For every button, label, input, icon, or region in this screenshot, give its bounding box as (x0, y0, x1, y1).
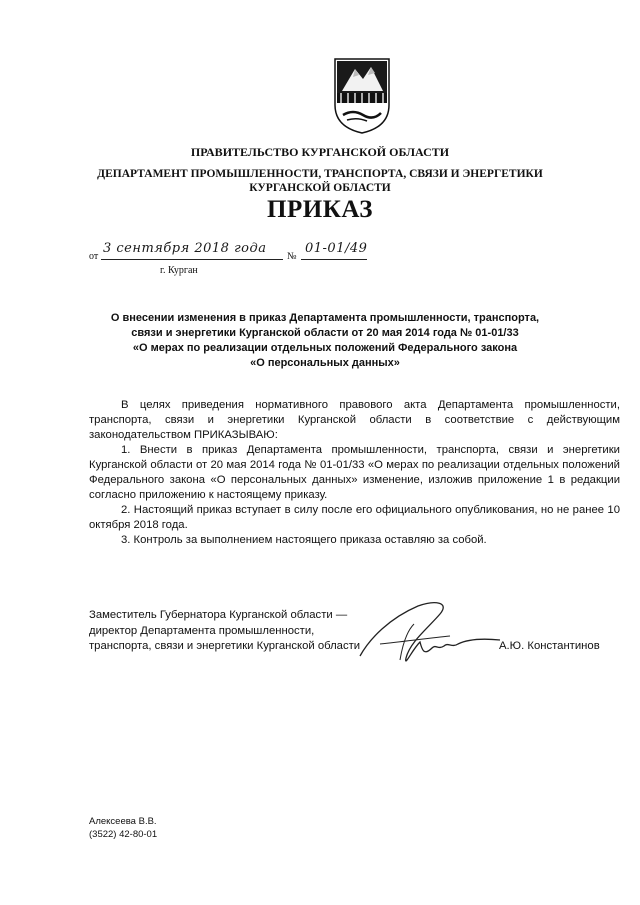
date-value: 3 сентября 2018 года (103, 241, 267, 256)
title-line1: О внесении изменения в приказ Департамента промышленности, транспорта, (110, 312, 540, 324)
signatory-line2: директор Департамента промышленности, (89, 624, 315, 637)
document-body (89, 398, 620, 548)
date-number-row (89, 243, 389, 267)
executor-phone: (3522) 42-80-01 (89, 829, 158, 840)
date-underline (101, 259, 283, 260)
number-underline (301, 259, 367, 260)
document-title (60, 311, 590, 371)
document-type: ПРИКАЗ (267, 196, 373, 223)
coat-of-arms-icon (333, 57, 391, 135)
date-prefix: от (89, 251, 99, 262)
body-item-3: 3. Контроль за выполнением настоящего приказа оставляю за собой. (121, 534, 487, 546)
number-prefix: № (287, 251, 297, 262)
department-name (0, 167, 640, 195)
city: г. Курган (160, 265, 198, 276)
body-intro: В целях приведения нормативного правового акта Департамента промышленности, транспорта, связи и энергетики Курганской области в соответствие с действующим законодательством ПРИКАЗЫВАЮ: (89, 399, 620, 441)
signatory-line3: транспорта, связи и энергетики Курганской области (89, 640, 361, 652)
handwritten-signature (340, 598, 510, 678)
body-item-1: 1. Внести в приказ Департамента промышленности, транспорта, связи и энергетики Курганской области от 20 мая 2014 года № 01-01/33 «О мерах по реализации отдельных положений Федерального закона «О персональных данных» изменение, изложив приложение 1 в редакции согласно приложению к настоящему приказу. (89, 444, 620, 501)
department-name-line2: КУРГАНСКОЙ ОБЛАСТИ (249, 182, 391, 194)
signatory-line1: Заместитель Губернатора Курганской области — (89, 609, 348, 621)
department-name-line1: ДЕПАРТАМЕНТ ПРОМЫШЛЕННОСТИ, ТРАНСПОРТА, СВЯЗИ И ЭНЕРГЕТИКИ (97, 168, 543, 180)
title-line3: «О мерах по реализации отдельных положений Федерального закона (132, 342, 518, 354)
executor-block (89, 815, 157, 841)
signatory-block (89, 608, 360, 655)
government-name: ПРАВИТЕЛЬСТВО КУРГАНСКОЙ ОБЛАСТИ (190, 145, 450, 159)
title-line4: «О персональных данных» (250, 357, 400, 369)
title-line2: связи и энергетики Курганской области от 20 мая 2014 года № 01-01/33 (131, 327, 519, 339)
executor-name: Алексеева В.В. (89, 816, 157, 827)
signatory-name: А.Ю. Константинов (499, 640, 600, 652)
number-value: 01-01/49 (305, 241, 368, 256)
body-item-2: 2. Настоящий приказ вступает в силу после его официального опубликования, но не ранее 10 октября 2018 года. (89, 504, 620, 531)
